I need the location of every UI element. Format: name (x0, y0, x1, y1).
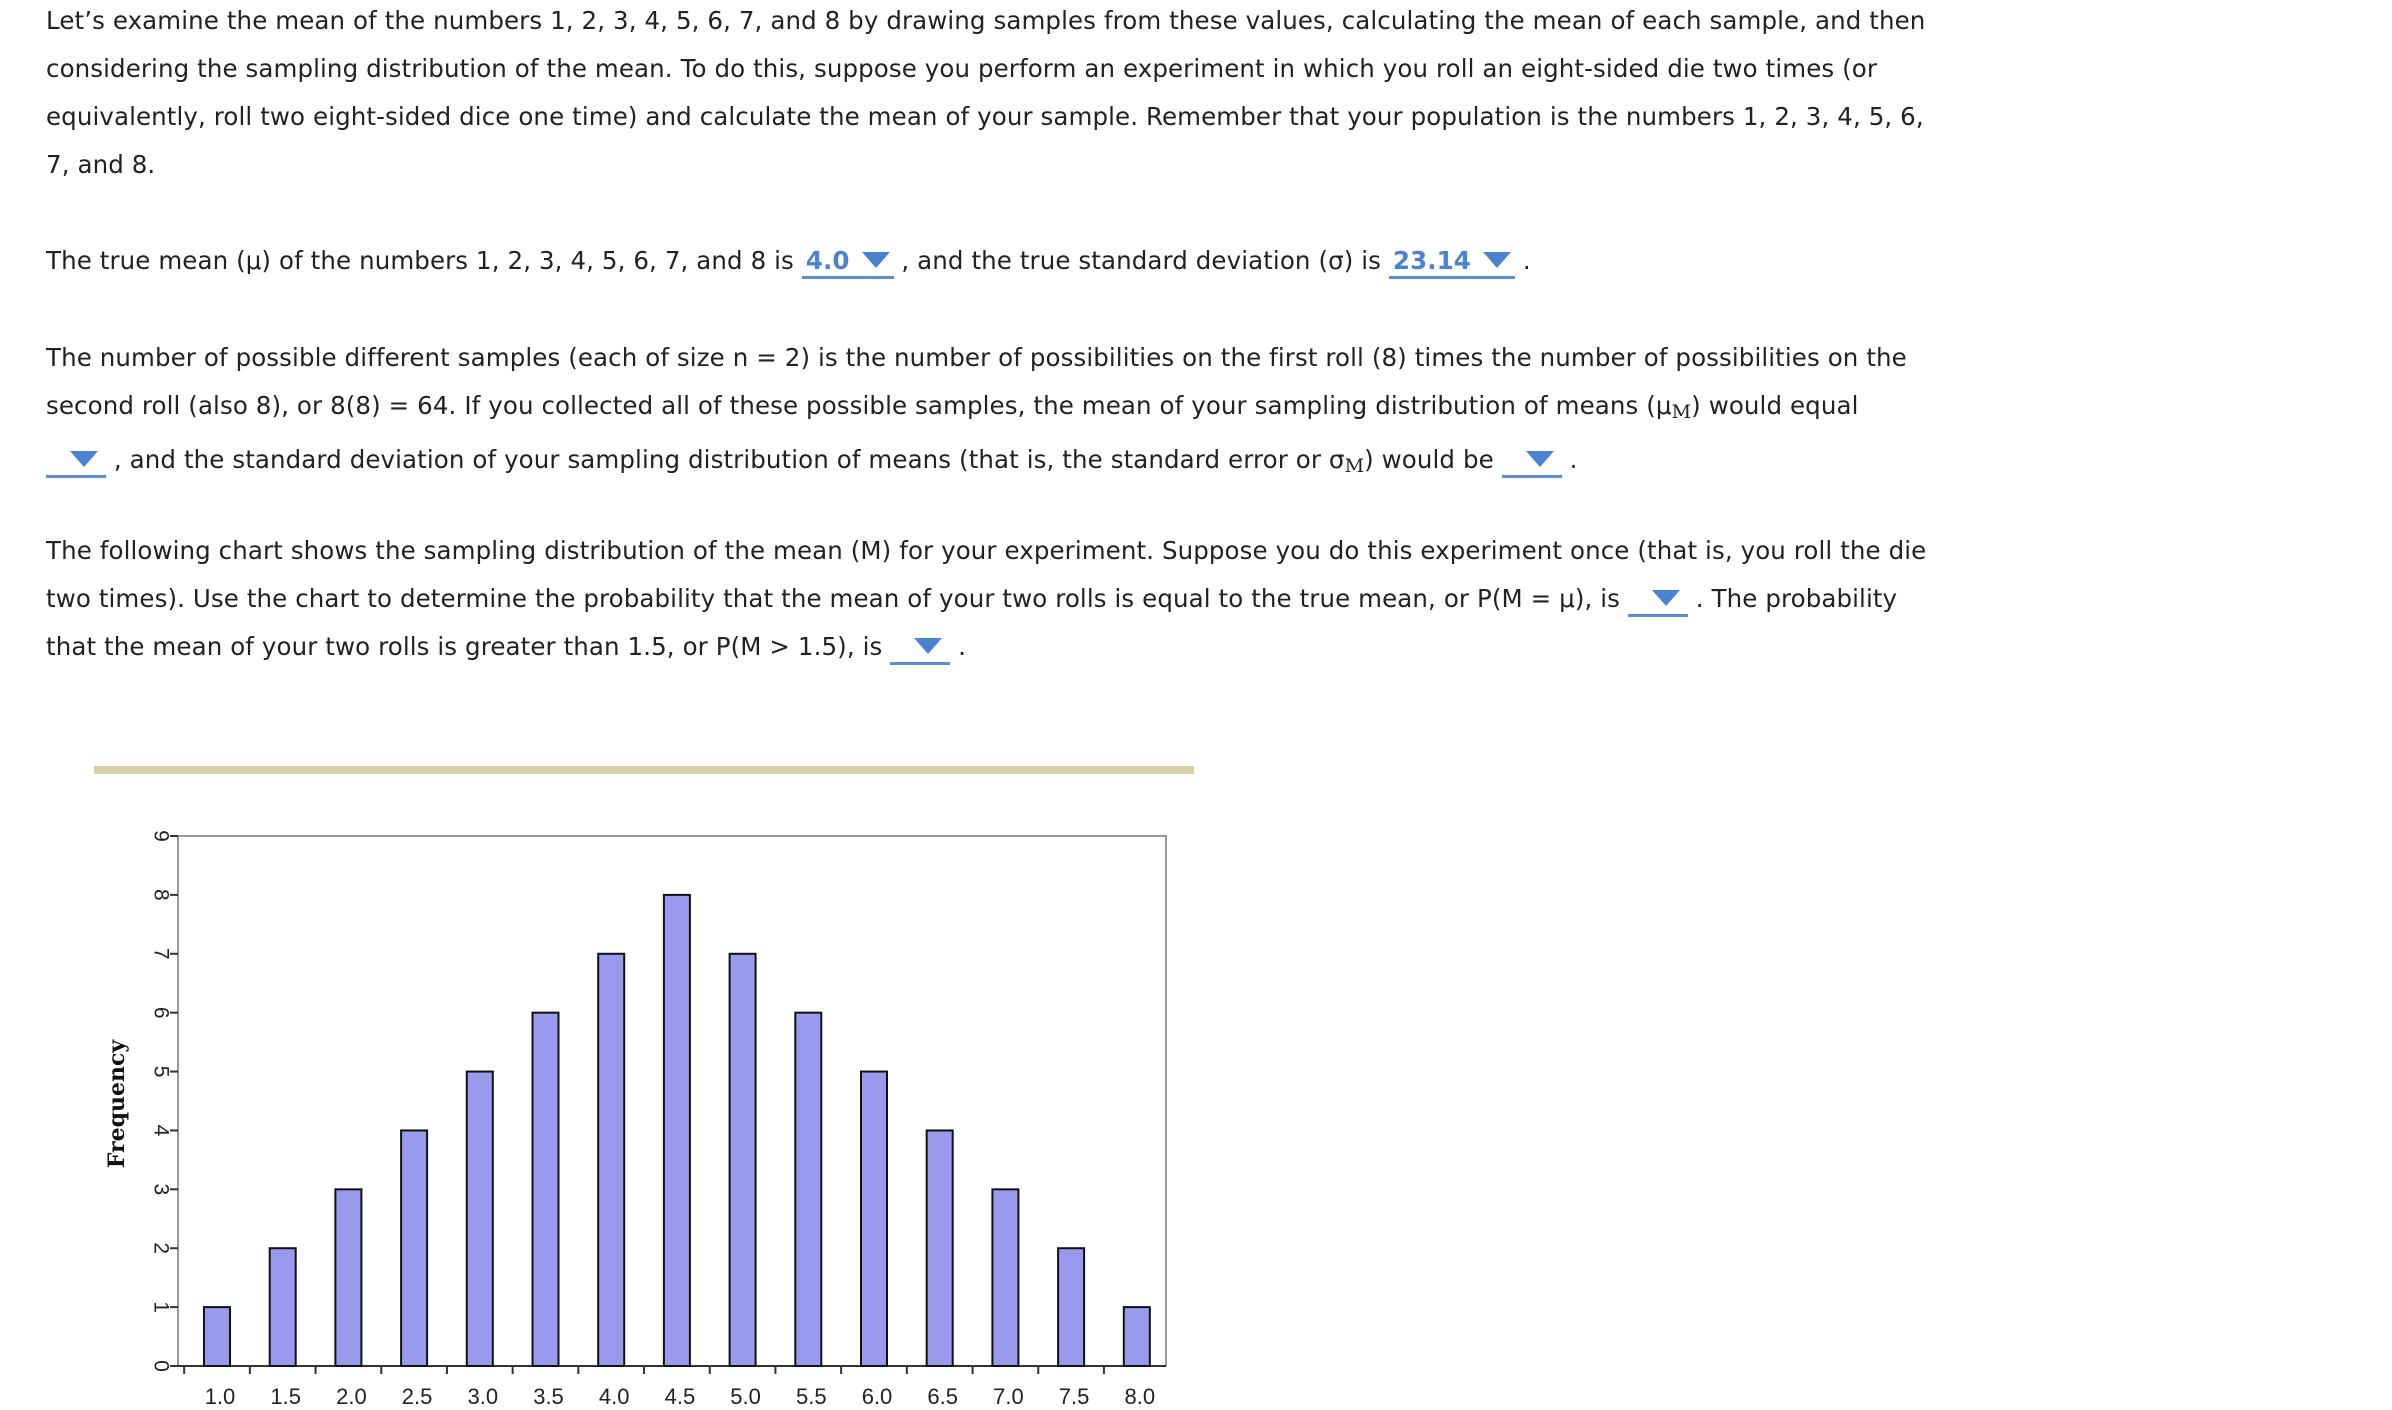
x-tick-label: 1.5 (270, 1384, 301, 1409)
bar-8.0 (1124, 1307, 1150, 1366)
x-tick-label: 2.0 (336, 1384, 367, 1409)
true-sd-selected-value: 23.14 (1392, 246, 1471, 275)
true-sd-dropdown[interactable] (1389, 246, 1515, 279)
sigma-m-symbol: σ (1328, 445, 1345, 474)
probability-text-2: . The probability that the mean of your two rolls is greater than 1.5, or P(M > 1.5), is (46, 584, 1898, 661)
mu-m-subscript: M (1671, 401, 1692, 423)
x-tick-label: 3.0 (467, 1384, 499, 1409)
y-tick-label: 1 (149, 1301, 173, 1313)
standard-error-dropdown[interactable] (1502, 445, 1562, 478)
x-axis (178, 1366, 1166, 1409)
x-tick-label: 7.0 (993, 1384, 1024, 1409)
bar-2.0 (335, 1189, 361, 1366)
true-mean-text-3: . (1514, 246, 1531, 275)
chevron-down-icon (1483, 252, 1511, 268)
x-tick-label: 5.5 (796, 1384, 827, 1409)
y-tick-label: 8 (149, 889, 173, 901)
intro-text: Let’s examine the mean of the numbers 1, 2, 3, 4, 5, 6, 7, and 8 by drawing samples from these values, calculating the mean of each sample, and then considering the sampling distribution of the mean. To do this, suppose you perform an experiment in which you roll an eight-sided die two times (or equivalently, roll two eight-sided dice one time) and calculate the mean of your sample. Remember that your population is the numbers 1, 2, 3, 4, 5, 6, 7, and 8. (46, 6, 1926, 179)
bar-4.0 (598, 954, 624, 1366)
chart-svg (94, 764, 1194, 1410)
bar-3.5 (533, 1013, 559, 1366)
prob-greater-dropdown[interactable] (890, 632, 950, 665)
sampling-distribution-paragraph (46, 334, 1946, 490)
y-axis (149, 830, 178, 1372)
sampling-mean-dropdown[interactable] (46, 445, 106, 478)
bar-2.5 (401, 1130, 427, 1366)
true-mean-text-1: The true mean (μ) of the numbers 1, 2, 3, 4, 5, 6, 7, and 8 is (46, 246, 802, 275)
chevron-down-icon (1652, 590, 1680, 606)
chevron-down-icon (1526, 451, 1554, 467)
bar-5.5 (795, 1013, 821, 1366)
y-tick-label: 5 (149, 1065, 173, 1078)
y-axis-label: Frequency (104, 1039, 130, 1169)
x-tick-label: 4.0 (598, 1384, 630, 1409)
y-tick-label: 2 (149, 1242, 173, 1255)
x-tick-label: 5.0 (730, 1384, 761, 1409)
x-tick-label: 6.0 (861, 1384, 893, 1409)
true-mean-dropdown[interactable] (802, 246, 894, 279)
bar-6.5 (927, 1130, 953, 1366)
true-mean-selected-value: 4.0 (805, 246, 850, 275)
probability-paragraph (46, 527, 1946, 671)
sampling-text-4: ) would be (1364, 445, 1502, 474)
chart-header-bar (94, 766, 1194, 774)
sampling-text-3: , and the standard deviation of your sampling distribution of means (that is, the standard error or (106, 445, 1329, 474)
y-tick-label: 6 (149, 1006, 173, 1019)
y-tick-label: 3 (149, 1183, 173, 1196)
y-tick-label: 0 (149, 1360, 173, 1372)
bar-7.5 (1058, 1248, 1084, 1366)
sampling-text-5: . (1561, 445, 1578, 474)
bar-7.0 (992, 1189, 1018, 1366)
x-tick-label: 7.5 (1058, 1384, 1090, 1409)
x-tick-label: 4.5 (664, 1384, 696, 1409)
sampling-text-2: ) would equal (1691, 391, 1859, 420)
sampling-distribution-chart (94, 764, 1194, 1410)
mu-m-symbol: μ (1655, 391, 1672, 420)
bar-4.5 (664, 895, 690, 1366)
bar-1.0 (204, 1307, 230, 1366)
chevron-down-icon (862, 252, 890, 268)
sigma-m-subscript: M (1344, 455, 1365, 477)
bar-6.0 (861, 1072, 887, 1366)
x-tick-label: 2.5 (401, 1384, 433, 1409)
x-tick-label: 8.0 (1124, 1384, 1156, 1409)
y-tick-label: 9 (149, 830, 173, 842)
chevron-down-icon (70, 451, 98, 467)
bar-5.0 (730, 954, 756, 1366)
probability-text-3: . (950, 632, 967, 661)
bar-3.0 (467, 1072, 493, 1366)
y-tick-label: 7 (149, 947, 173, 960)
y-tick-label: 4 (149, 1124, 173, 1137)
x-tick-label: 1.0 (204, 1384, 236, 1409)
probability-text-1: The following chart shows the sampling distribution of the mean (M) for your experiment. Suppose you do this experiment once (that is, you roll the die two times). Use the chart to determine the probability that the mean of your two rolls is equal to the true mean, or P(M = μ), is (46, 536, 1927, 613)
prob-equal-mean-dropdown[interactable] (1628, 584, 1688, 617)
x-tick-label: 6.5 (927, 1384, 958, 1409)
true-mean-paragraph (46, 237, 1946, 285)
bar-1.5 (270, 1248, 296, 1366)
x-tick-label: 3.5 (533, 1384, 564, 1409)
true-mean-text-2: , and the true standard deviation (σ) is (893, 246, 1389, 275)
sampling-text-1: The number of possible different samples (each of size n = 2) is the number of possibilities on the first roll (8) times the number of possibilities on the second roll (also 8), or 8(8) = 64. If you collected all of these possible samples, the mean of your sampling distribution of means ( (46, 343, 1907, 420)
intro-paragraph (46, 0, 1946, 189)
chevron-down-icon (914, 638, 942, 654)
